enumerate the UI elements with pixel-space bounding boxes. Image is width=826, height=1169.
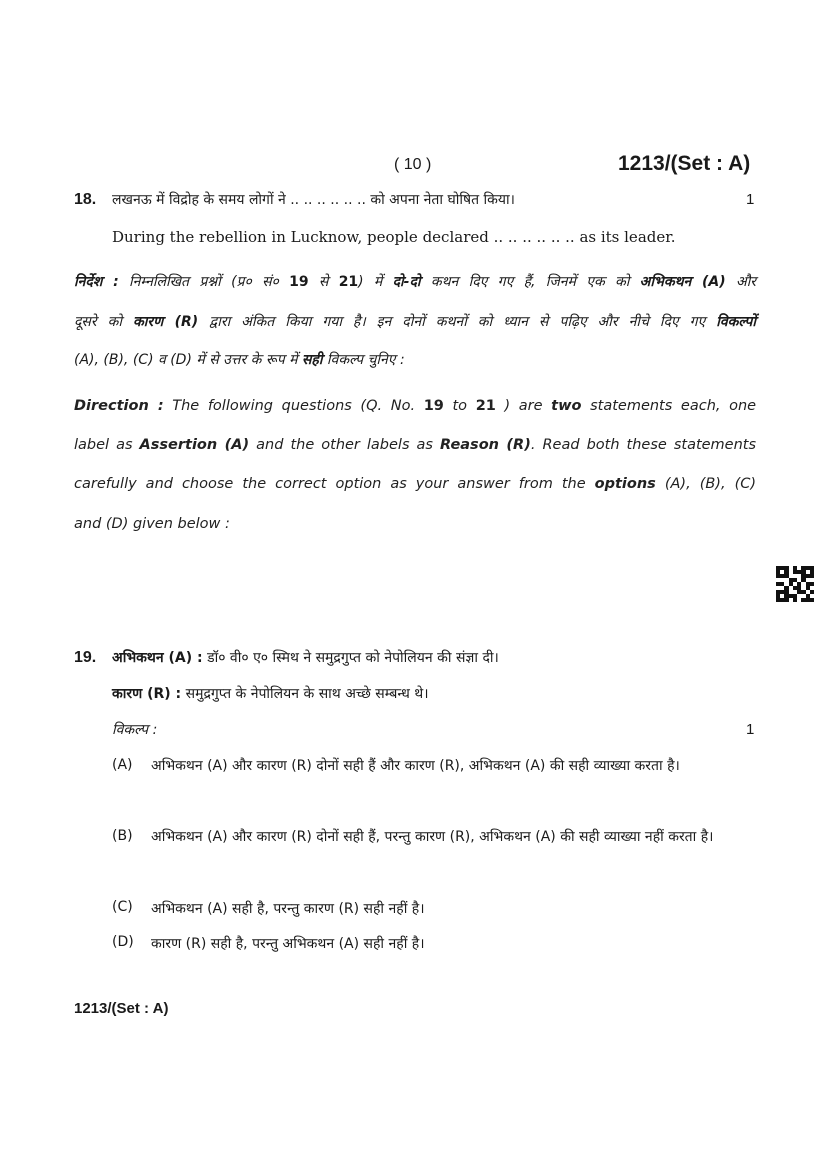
direction-hindi-label: निर्देश : [74,274,119,290]
direction-hindi-text: (A), (B), (C) व (D) में से उत्तर के रूप में [74,352,298,368]
question-18-hindi: लखनऊ में विद्रोह के समय लोगों ने .. .. .. .. .. .. को अपना नेता घोषित किया। [112,192,515,208]
direction-hindi-reason: कारण (R) [132,314,199,330]
question-19-marks: 1 [746,721,755,738]
question-19-reason [112,684,429,703]
direction-english-text: ) are [504,398,543,414]
option-c-text: अभिकथन (A) सही है, परन्तु कारण (R) सही नहीं है। [151,901,425,917]
page-number: ( 10 ) [394,156,432,173]
direction-hindi-qend: 21 [338,274,359,290]
question-18-english: During the rebellion in Lucknow, people declared .. .. .. .. .. .. as its leader. [112,228,676,246]
direction-hindi-line-2 [74,312,756,331]
option-d-letter: (D) [112,934,134,950]
direction-hindi-qstart: 19 [289,274,309,290]
direction-english-text: and the other labels as [256,437,433,453]
direction-english-options: options [594,476,656,492]
direction-hindi-emphasis: दो-दो [392,274,421,290]
direction-hindi-correct: सही [301,352,323,368]
assertion-label: अभिकथन (A) : [112,650,203,666]
direction-english-text: (A), (B), (C) [664,476,757,492]
reason-text: समुद्रगुप्त के नेपोलियन के साथ अच्छे सम्बन्ध थे। [185,686,429,702]
direction-hindi-text: निम्नलिखित प्रश्नों (प्र० सं० [128,274,279,290]
paper-code-footer: 1213/(Set : A) [74,1000,169,1017]
option-b-text: अभिकथन (A) और कारण (R) दोनों सही हैं, परन्तु कारण (R), अभिकथन (A) की सही व्याख्या नहीं करता है। [151,829,714,845]
direction-hindi-text: से [318,274,329,290]
direction-hindi-options: विकल्पों [716,314,756,330]
direction-english-line-3 [74,476,756,492]
qr-code-icon [776,566,814,602]
question-number-19: 19. [74,649,97,666]
option-a-text: अभिकथन (A) और कारण (R) दोनों सही हैं और कारण (R), अभिकथन (A) की सही व्याख्या करता है। [151,758,680,774]
direction-hindi-line-1 [74,272,756,291]
direction-english-text: to [452,398,468,414]
option-a-letter: (A) [112,757,133,773]
direction-hindi-text: कथन दिए गए हैं, जिनमें एक को [430,274,630,290]
direction-english-line-2 [74,437,756,453]
direction-english-qend: 21 [475,398,496,414]
option-c-letter: (C) [112,899,133,915]
direction-hindi-line-3 [74,350,405,369]
option-b-letter: (B) [112,828,133,844]
direction-english-reason: Reason (R) [440,437,531,453]
question-number-18: 18. [74,191,97,208]
question-19-assertion [112,648,499,667]
direction-hindi-text: दूसरे को [74,314,122,330]
direction-english-line-4: and (D) given below : [74,516,230,532]
direction-english-text: label as [74,437,133,453]
reason-label: कारण (R) : [112,686,182,702]
paper-code-header: 1213/(Set : A) [618,152,751,175]
direction-english-two: two [551,398,582,414]
direction-hindi-text: द्वारा अंकित किया गया है। इन दोनों कथनों को ध्यान से पढ़िए और नीचे दिए गए [209,314,706,330]
direction-english-assertion: Assertion (A) [139,437,250,453]
direction-hindi-text: ) में [358,274,383,290]
question-18-marks: 1 [746,191,755,208]
direction-english-qstart: 19 [423,398,444,414]
direction-hindi-text: विकल्प चुनिए : [326,352,405,368]
option-d-text: कारण (R) सही है, परन्तु अभिकथन (A) सही नहीं है। [151,936,425,952]
direction-english-label: Direction : [74,398,164,414]
direction-hindi-text: और [735,274,757,290]
direction-english-text: The following questions (Q. No. [172,398,416,414]
direction-english-line-1 [74,398,756,414]
direction-english-text: . Read both these statements [530,437,757,453]
direction-hindi-assertion: अभिकथन (A) [639,274,726,290]
direction-english-text: carefully and choose the correct option as your answer from the [74,476,586,492]
assertion-text: डॉ० वी० ए० स्मिथ ने समुद्रगुप्त को नेपोलियन की संज्ञा दी। [207,650,499,666]
options-label: विकल्प : [112,722,158,738]
direction-english-text: statements each, one [590,398,757,414]
